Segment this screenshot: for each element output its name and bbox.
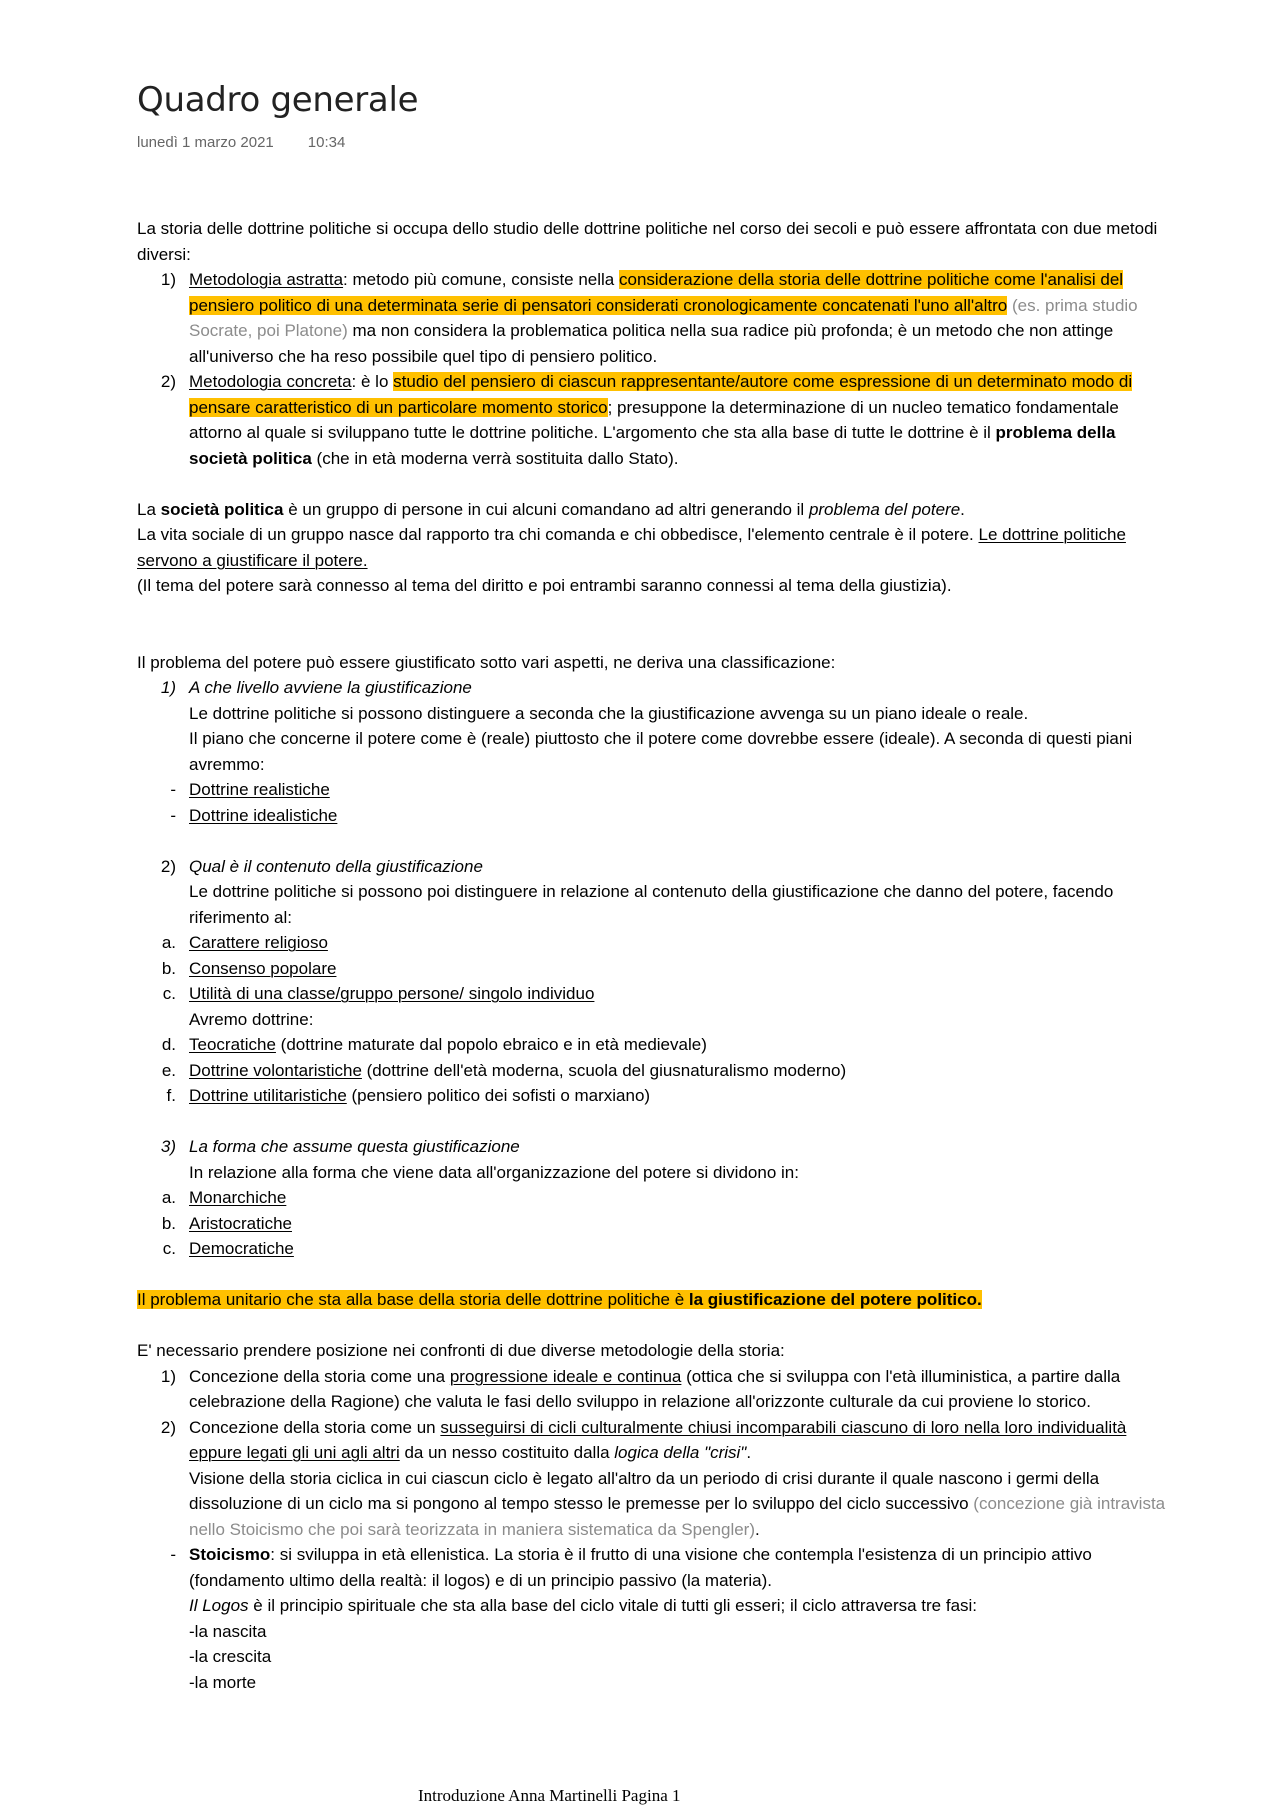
list-item	[137, 1185, 1167, 1211]
list-item-text	[189, 1083, 1167, 1109]
bold-text: problema della società politica	[189, 423, 1116, 468]
bold-text: Stoicismo	[189, 1545, 271, 1564]
text-run: da un nesso costituito dalla	[399, 1443, 615, 1462]
list-number: 2)	[160, 856, 176, 876]
societa-paragraph-1	[137, 497, 1167, 523]
highlighted-text: considerazione della storia delle dottrine politiche come l'analisi del pensiero politico di una determinata serie di pensatori considerati cronologicamente concatenati l'uno all'altro	[189, 270, 1124, 315]
bullet: -	[170, 805, 176, 825]
intro-paragraph: La storia delle dottrine politiche si occupa dello studio delle dottrine politiche nel corso dei secoli e può essere affrontata con due metodi diversi:	[137, 219, 1158, 264]
italic-text: logica della "crisi"	[614, 1443, 747, 1462]
section-title	[189, 675, 1167, 701]
classification-section-3	[137, 1134, 1167, 1160]
list-number-text: 3)	[160, 1137, 176, 1156]
method-end: (che in età moderna verrà sostituita dallo Stato).	[311, 448, 679, 468]
section-title	[189, 1134, 1167, 1160]
page-content	[137, 216, 1167, 1695]
underlined-text: Le dottrine politiche servono a giustificare il potere.	[137, 525, 1126, 570]
underlined-text: Consenso popolare	[189, 958, 337, 978]
bullet: a.	[161, 933, 176, 952]
list-number	[137, 1134, 189, 1160]
cyclic-vision-paragraph	[137, 1466, 1167, 1543]
unitary-problem-paragraph	[137, 1287, 1167, 1313]
italic-text: problema del potere	[808, 499, 961, 519]
bullet: -	[170, 1545, 176, 1564]
list-item-text	[189, 956, 1167, 982]
text-run: .	[755, 1519, 760, 1539]
concept-text	[189, 1415, 1167, 1466]
list-item	[137, 1236, 1167, 1262]
method-text	[189, 369, 1167, 471]
section-title	[189, 854, 1167, 880]
phase-item: -la crescita	[189, 1647, 272, 1666]
list-number	[137, 675, 189, 701]
bullet: a.	[161, 1188, 176, 1207]
list-item-text	[189, 1058, 1167, 1084]
section-1-paragraph-2: Il piano che concerne il potere come è (reale) piuttosto che il potere come dovrebbe essere (ideale). A seconda di questi piani avremmo:	[189, 729, 1133, 774]
text-run: .	[746, 1443, 752, 1462]
underlined-text: Carattere religioso	[189, 933, 328, 952]
list-item	[137, 1083, 1167, 1109]
list-item-text	[189, 1032, 1167, 1058]
list-item	[137, 1211, 1167, 1237]
method-desc: : è lo	[351, 372, 394, 391]
classification-section-2	[137, 854, 1167, 880]
concept-text	[189, 1364, 1167, 1415]
method-term: Metodologia astratta	[189, 270, 344, 289]
italic-text: Il Logos	[189, 1596, 249, 1615]
method-desc: : metodo più comune, consiste nella	[343, 270, 619, 289]
list-item-text	[189, 1236, 1167, 1262]
list-item	[137, 981, 1167, 1007]
text-run: è un gruppo di persone in cui alcuni comandano ad altri generando il	[283, 499, 809, 519]
list-item	[137, 956, 1167, 982]
list-number: 1)	[160, 270, 176, 289]
bullet: b.	[161, 1213, 176, 1233]
bullet: -	[170, 780, 176, 799]
method-rest: ma non considera la problematica politica nella sua radice più profonda; è un metodo che non attinge all'universo che ha reso possibile quel tipo di pensiero politico.	[189, 321, 1114, 366]
doctrine-note: (dottrine maturate dal popolo ebraico e in età medievale)	[275, 1035, 707, 1054]
text-run: : si sviluppa in età ellenistica. La storia è il frutto di una visione che contempla l'esistenza di un principio attivo (fondamento ultimo della realtà: il logos) e di un principio passivo (la materia).	[189, 1545, 1092, 1590]
underlined-text: Aristocratiche	[189, 1213, 292, 1233]
list-item-text	[189, 1185, 1167, 1211]
list-item	[137, 1058, 1167, 1084]
italic-title: A che livello avviene la giustificazione	[189, 678, 472, 697]
list-item	[137, 777, 1167, 803]
classification-section-1	[137, 675, 1167, 701]
time-text: 10:34	[307, 134, 346, 151]
stoicism-item	[137, 1542, 1167, 1593]
list-item-text	[189, 777, 1167, 803]
page-footer: Introduzione Anna Martinelli Pagina 1	[418, 1786, 681, 1805]
underlined-text: progressione ideale e continua	[449, 1366, 682, 1386]
method-text	[189, 267, 1167, 369]
underlined-text: Teocratiche	[189, 1035, 276, 1054]
underlined-text: Dottrine utilitaristiche	[189, 1086, 347, 1105]
underlined-text: susseguirsi di cicli culturalmente chiusi incomparabili ciascuno di loro nella loro individualità eppure legati gli uni agli altri	[189, 1417, 1127, 1462]
text-run: (ottica che si sviluppa con l'età illuministica, a partire dalla celebrazione della Ragione) che valuta le fasi dello sviluppo in relazione all'orizzonte culturale da cui proviene lo storico.	[189, 1366, 1121, 1411]
bullet: c.	[162, 984, 176, 1003]
list-item-text	[189, 981, 1167, 1007]
list-number: 1)	[160, 1366, 176, 1386]
gray-note: (es. prima studio Socrate, poi Platone)	[189, 295, 1138, 340]
underlined-text: Dottrine realistiche	[189, 780, 330, 799]
highlighted-text: studio del pensiero di ciascun rappresentante/autore come espressione di un determinato modo di pensare caratteristico di un particolare momento storico	[189, 372, 1133, 417]
bullet: d.	[161, 1035, 176, 1054]
text-run: La	[137, 499, 161, 519]
list-number: 2)	[160, 1417, 176, 1437]
gray-note: (concezione già intravista nello Stoicismo che poi sarà teorizzata in maniera sistematica da Spengler)	[189, 1494, 1166, 1539]
underlined-text: Dottrine volontaristiche	[189, 1060, 362, 1080]
societa-paragraph-2	[137, 522, 1167, 573]
section-1-paragraph-1: Le dottrine politiche si possono distinguere a seconda che la giustificazione avvenga su un piano ideale o reale.	[189, 703, 1029, 723]
bullet: e.	[161, 1060, 176, 1080]
underlined-text: Utilità di una classe/gruppo persone/ singolo individuo	[189, 984, 595, 1003]
societa-paragraph-3: (Il tema del potere sarà connesso al tema del diritto e poi entrambi saranno connessi al tema della giustizia).	[137, 576, 952, 595]
list-item-text	[189, 1211, 1167, 1237]
bullet: c.	[162, 1239, 176, 1258]
text-run: Concezione della storia come una	[189, 1366, 450, 1386]
list-item-text	[189, 803, 1167, 829]
phase-item: -la morte	[189, 1672, 257, 1692]
list-number-text: 1)	[160, 678, 176, 697]
text-run: .	[960, 499, 965, 519]
bullet: b.	[161, 958, 176, 978]
method-rest: ; presuppone la determinazione di un nucleo tematico fondamentale attorno al quale si sviluppano tutte le dottrine politiche. L'argomento che sta alla base di tutte le dottrine è il	[189, 397, 1119, 442]
doctrine-note: (pensiero politico dei sofisti o marxiano)	[346, 1086, 651, 1105]
list-item	[137, 930, 1167, 956]
history-concept-2	[137, 1415, 1167, 1466]
stoicism-text	[189, 1542, 1167, 1593]
italic-title: Qual è il contenuto della giustificazione	[189, 856, 483, 876]
underlined-text: Monarchiche	[189, 1188, 287, 1207]
method-item-concreta	[137, 369, 1167, 471]
text-run: La vita sociale di un gruppo nasce dal rapporto tra chi comanda e chi obbedisce, l'elemento centrale è il potere.	[137, 525, 979, 544]
text-run: Concezione della storia come un	[189, 1417, 441, 1437]
method-term: Metodologia concreta	[189, 372, 352, 391]
logos-paragraph	[137, 1593, 1167, 1619]
page-title: Quadro generale	[137, 80, 419, 120]
history-concept-1	[137, 1364, 1167, 1415]
list-item-text	[189, 930, 1167, 956]
bullet: f.	[166, 1086, 176, 1105]
page-date	[137, 134, 379, 151]
italic-title: La forma che assume questa giustificazione	[189, 1137, 520, 1156]
phase-item: -la nascita	[189, 1621, 267, 1641]
underlined-text: Dottrine idealistiche	[189, 805, 338, 825]
bold-text: la giustificazione del potere politico.	[688, 1290, 982, 1309]
bold-text: società politica	[160, 499, 284, 519]
underlined-text: Democratiche	[189, 1239, 294, 1258]
list-item	[137, 803, 1167, 829]
text-run: Il problema unitario che sta alla base della storia delle dottrine politiche è	[137, 1290, 689, 1309]
list-item	[137, 1032, 1167, 1058]
doctrine-note: (dottrine dell'età moderna, scuola del giusnaturalismo moderno)	[361, 1060, 847, 1080]
section-3-paragraph-1: In relazione alla forma che viene data all'organizzazione del potere si dividono in:	[189, 1162, 799, 1182]
text-run: è il principio spirituale che sta alla base del ciclo vitale di tutti gli esseri; il ciclo attraversa tre fasi:	[248, 1596, 978, 1615]
classification-intro: Il problema del potere può essere giustificato sotto vari aspetti, ne deriva una classificazione:	[137, 652, 836, 672]
highlighted-text	[137, 1290, 982, 1309]
date-text: lunedì 1 marzo 2021	[137, 134, 274, 151]
history-intro: E' necessario prendere posizione nei confronti di due diverse metodologie della storia:	[137, 1341, 785, 1360]
avremo-text: Avremo dottrine:	[189, 1009, 314, 1029]
list-number: 2)	[160, 372, 176, 391]
section-2-paragraph-1: Le dottrine politiche si possono poi distinguere in relazione al contenuto della giustificazione che danno del potere, facendo riferimento al:	[189, 882, 1114, 927]
text-run: Visione della storia ciclica in cui ciascun ciclo è legato all'altro da un periodo di crisi durante il quale nascono i germi della dissoluzione di un ciclo ma si pongono al tempo stesso le premesse per lo sviluppo del ciclo successivo	[189, 1468, 1100, 1513]
method-item-astratta	[137, 267, 1167, 369]
